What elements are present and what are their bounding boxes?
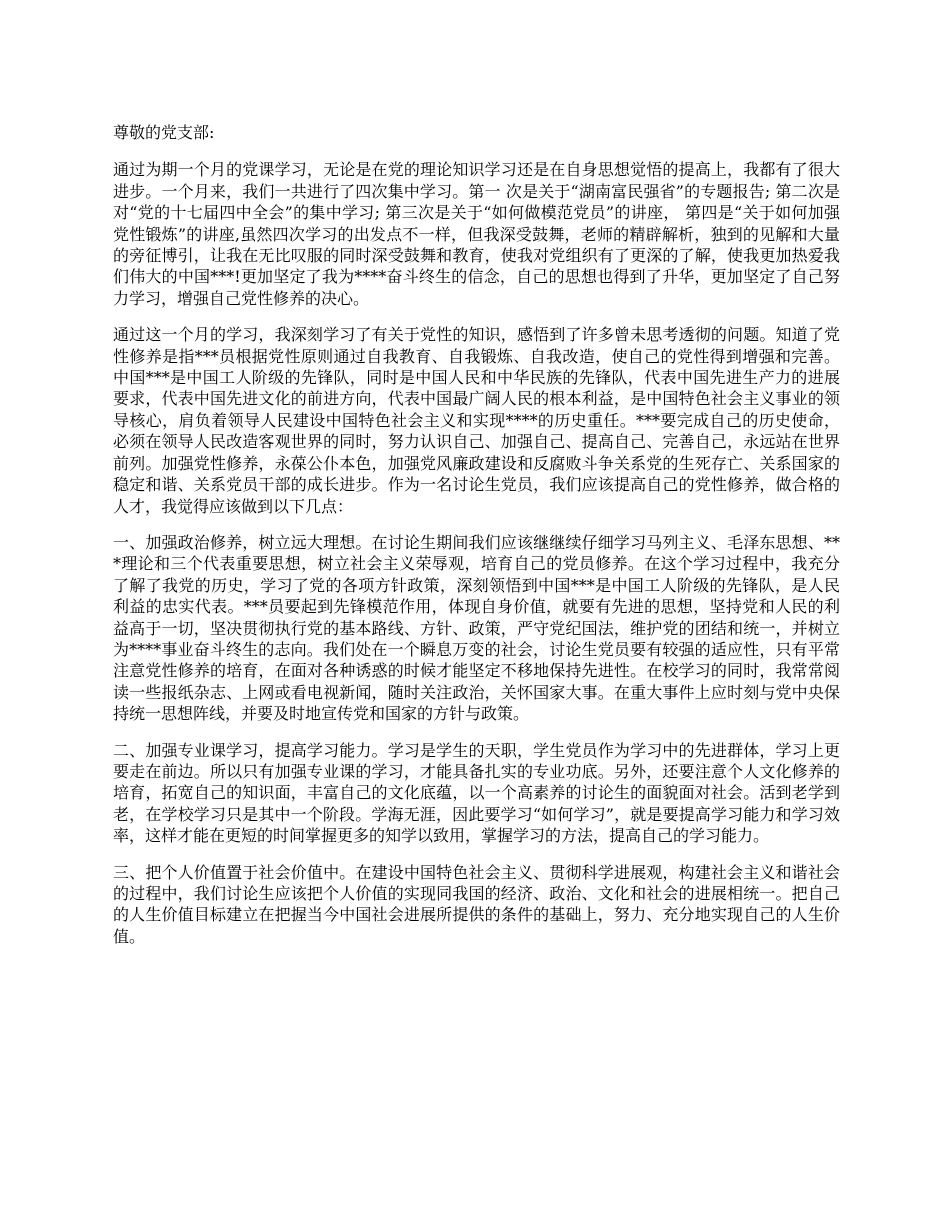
salutation: 尊敬的党支部: <box>113 123 215 142</box>
paragraph-4: 二、加强专业课学习，提高学习能力。学习是学生的天职，学生党员作为学习中的先进群体，学习上更要走在前边。所以只有加强专业课的学习，才能具备扎实的专业功底。另外，还要注意个人文化修养的培育，拓宽自己的知识面，丰富自己的文化底蕴，以一个高素养的讨论生的面貌面对社会。活到老学到老，在学校学习只是其中一个阶段。学海无涯，因此要学习“如何学习”，就是要提高学习能力和学习效率，这样才能在更短的时间掌握更多的知学以致用，掌握学习的方法，提高自己的学习能力。 <box>113 740 840 846</box>
paragraph-2: 通过这一个月的学习，我深刻学习了有关于党性的知识，感悟到了许多曾未思考透彻的问题。知道了党性修养是指***员根据党性原则通过自我教育、自我锻炼、自我改造，使自己的党性得到增强和完善。中国***是中国工人阶级的先锋队，同时是中国人民和中华民族的先锋队，代表中国先进生产力的进展要求，代表中国先进文化的前进方向，代表中国最广阔人民的根本利益，是中国特色社会主义事业的领导核心，肩负着领导人民建设中国特色社会主义和实现****的历史重任。***要完成自己的历史使命，必须在领导人民改造客观世界的同时，努力认识自己、加强自己、提高自己、完善自己，永远站在世界前列。加强党性修养，永葆公仆本色，加强党风廉政建设和反腐败斗争关系党的生死存亡、关系国家的稳定和谐、关系党员干部的成长进步。作为一名讨论生党员，我们应该提高自己的党性修养，做合格的人才，我觉得应该做到以下几点： <box>113 325 840 516</box>
document-body <box>113 122 840 962</box>
paragraph-1: 通过为期一个月的党课学习，无论是在党的理论知识学习还是在自身思想觉悟的提高上，我都有了很大进步。一个月来，我们一共进行了四次集中学习。第一 次是关于“湖南富民强省”的专题报告; 第二次是对“党的十七届四中全会”的集中学习; 第三次是关于“如何做模范党员”的讲座， 第四是“关于如何加强党性锻炼”的讲座,虽然四次学习的出发点不一样，但我深受鼓舞，老师的精辟解析，独到的见解和大量的旁征博引，让我在无比叹服的同时深受鼓舞和教育，使我对党组织有了更深的了解，使我更加热爱我们伟大的中国***!更加坚定了我为****奋斗终生的信念，自己的思想也得到了升华，更加坚定了自己努力学习，增强自己党性修养的决心。 <box>113 160 840 308</box>
paragraph-3: 一、加强政治修养，树立远大理想。在讨论生期间我们应该继继续仔细学习马列主义、毛泽东思想、***理论和三个代表重要思想，树立社会主义荣辱观，培育自己的党员修养。在这个学习过程中，我充分了解了我党的历史，学习了党的各项方针政策，深刻领悟到中国***是中国工人阶级的先锋队，是人民利益的忠实代表。***员要起到先锋模范作用，体现自身价值，就要有先进的思想，坚持党和人民的利益高于一切，坚决贯彻执行党的基本路线、方针、政策，严守党纪国法，维护党的团结和统一，并树立为****事业奋斗终生的志向。我们处在一个瞬息万变的社会，讨论生党员要有较强的适应性，只有平常注意党性修养的培育，在面对各种诱惑的时候才能坚定不移地保持先进性。在校学习的同时，我常常阅读一些报纸杂志、上网或看电视新闻，随时关注政治，关怀国家大事。在重大事件上应时刻与党中央保持统一思想阵线，并要及时地宣传党和国家的方针与政策。 <box>113 532 840 724</box>
paragraph-5: 三、把个人价值置于社会价值中。在建设中国特色社会主义、贯彻科学进展观，构建社会主义和谐社会的过程中，我们讨论生应该把个人价值的实现同我国的经济、政治、文化和社会的进展相统一。把自己的人生价值目标建立在把握当今中国社会进展所提供的条件的基础上，努力、充分地实现自己的人生价值。 <box>113 862 840 946</box>
